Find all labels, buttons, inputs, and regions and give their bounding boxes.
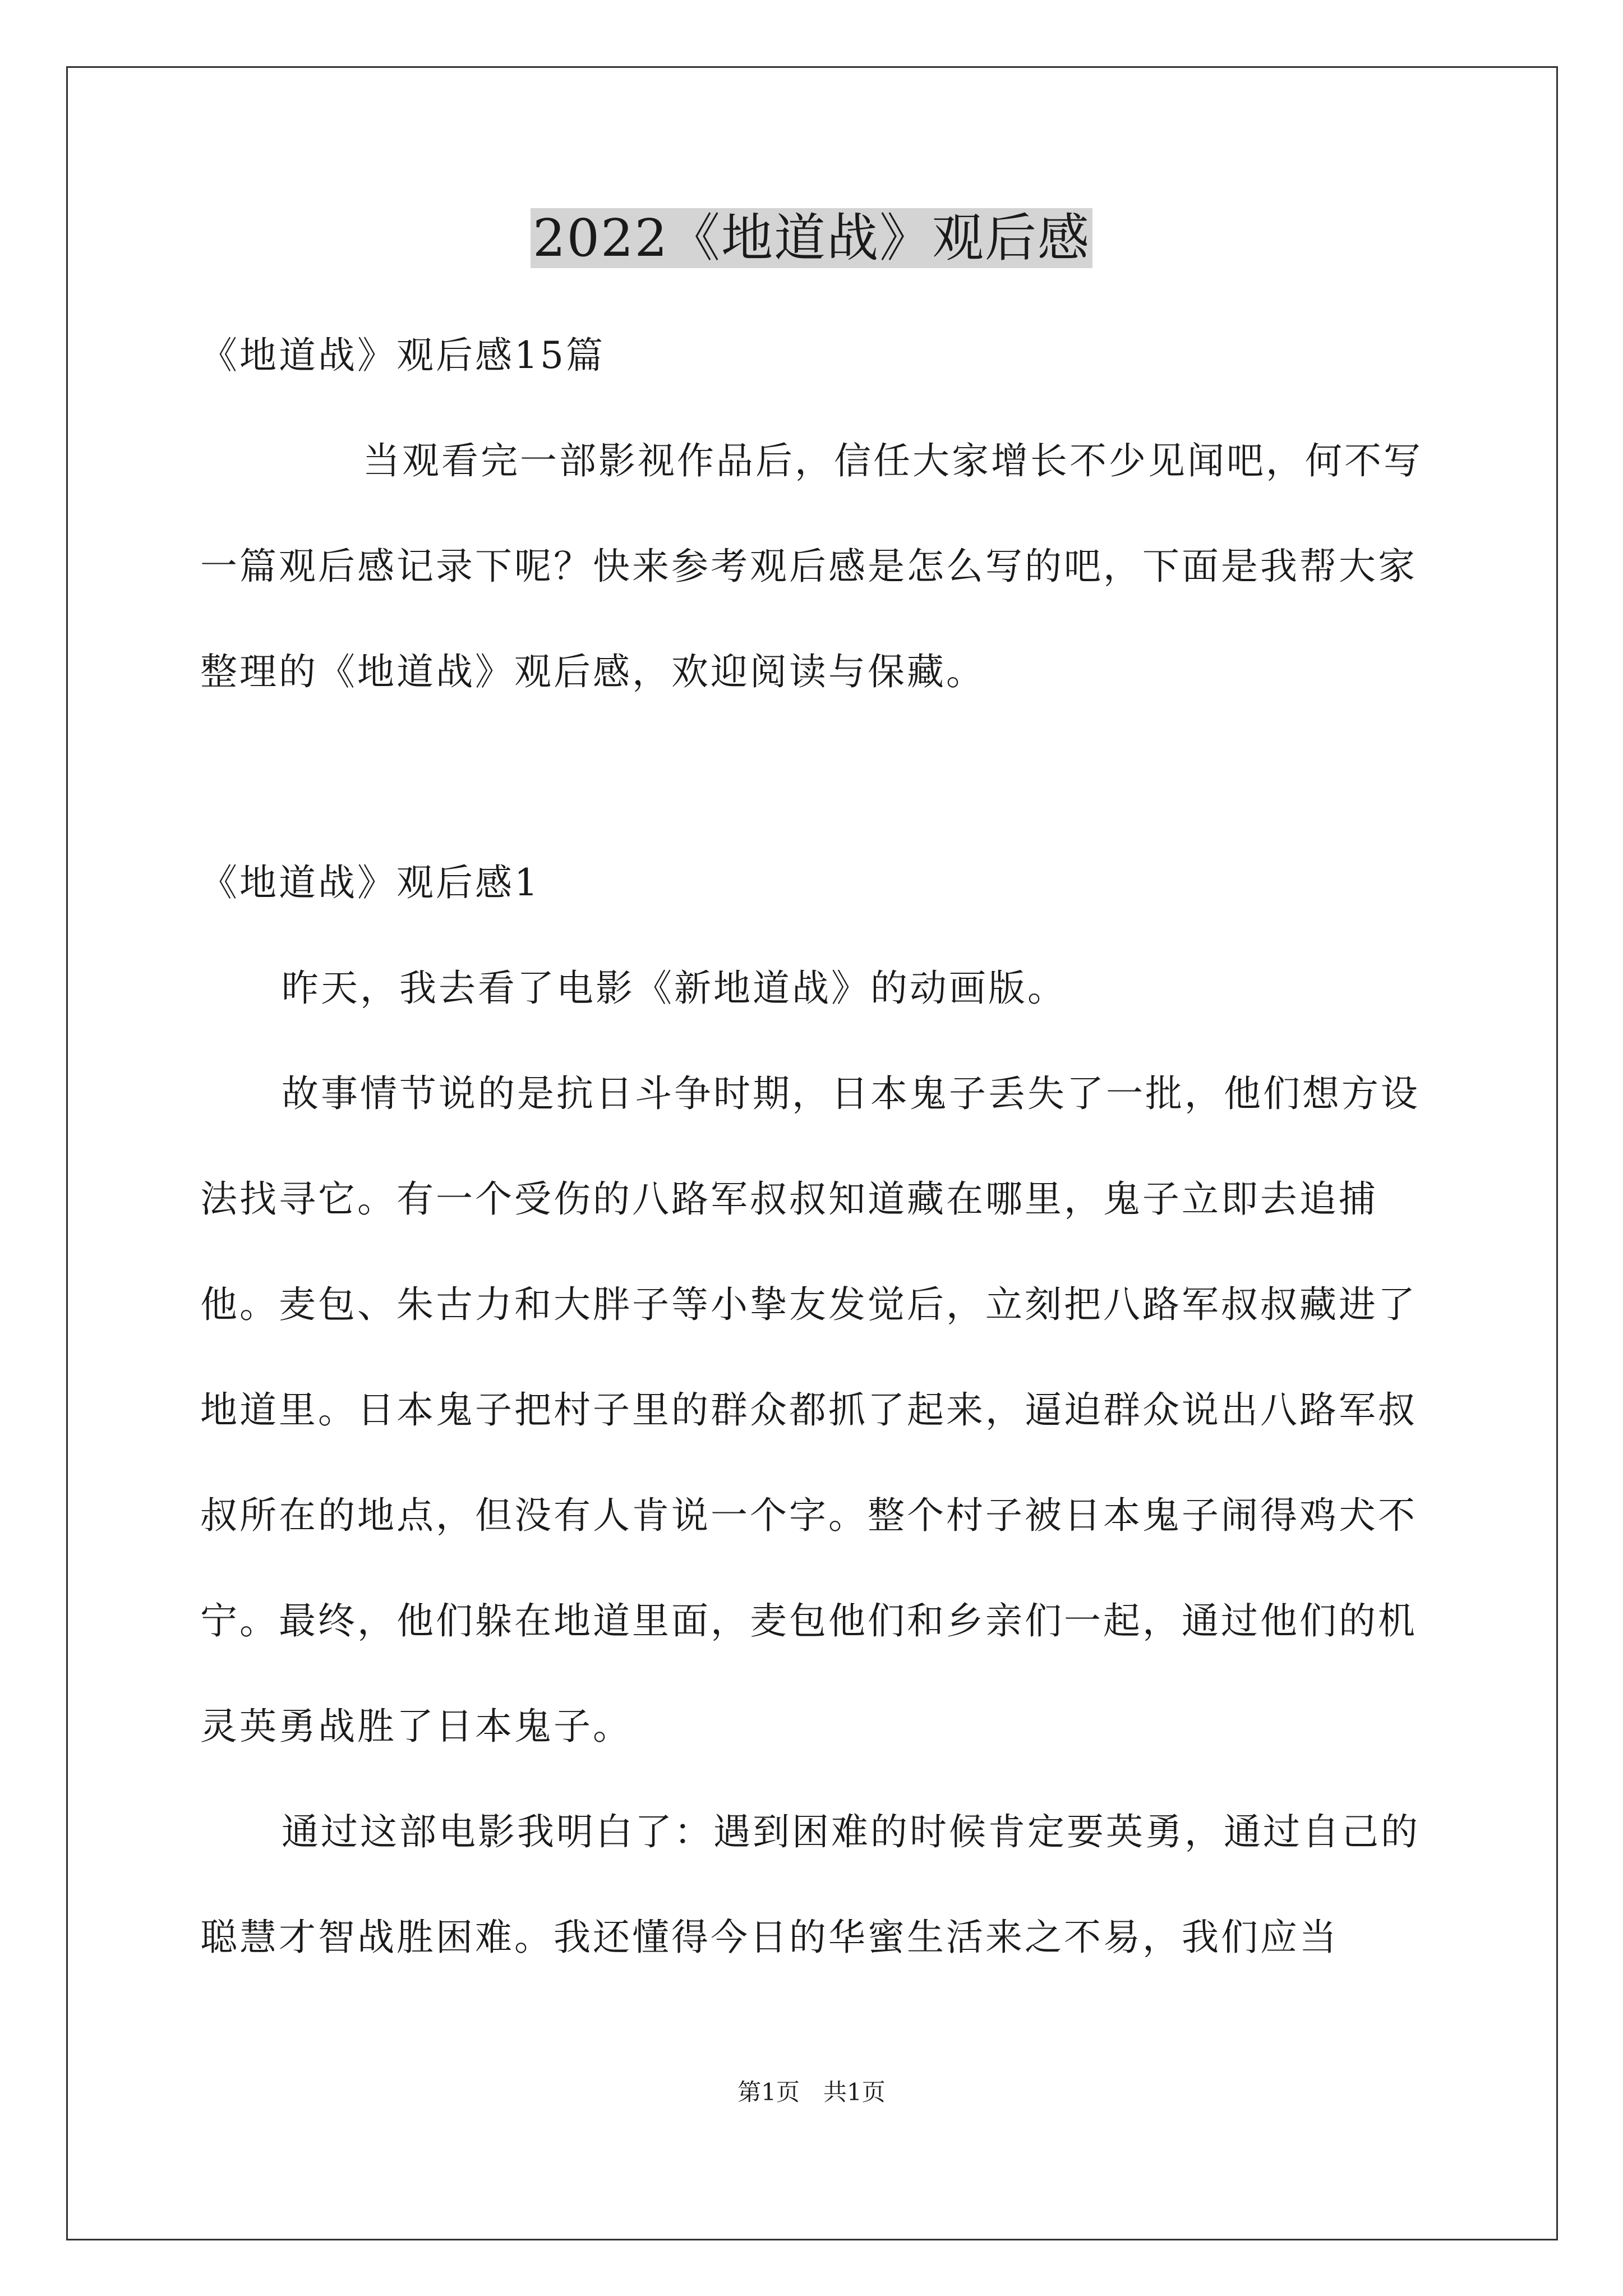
body-paragraph: 通过这部电影我明白了：遇到困难的时候肯定要英勇，通过自己的聪慧才智战胜困难。我还懂得今日的华蜜生活来之不易，我们应当 bbox=[200, 1810, 1420, 1959]
body-paragraph: 故事情节说的是抗日斗争时期，日本鬼子丢失了一批，他们想方设法找寻它。有一个受伤的八路军叔叔知道藏在哪里，鬼子立即去追捕他。麦包、朱古力和大胖子等小挚友发觉后，立刻把八路军叔叔藏进了地道里。日本鬼子把村子里的群众都抓了起来，逼迫群众说出八路军叔叔所在的地点，但没有人肯说一个字。整个村子被日本鬼子闹得鸡犬不宁。最终，他们躲在地道里面，麦包他们和乡亲们一起，通过他们的机灵英勇战胜了日本鬼子。 bbox=[200, 1072, 1420, 1748]
document-title-text: 2022《地道战》观后感 bbox=[531, 208, 1092, 268]
intro-paragraph: 当观看完一部影视作品后，信任大家增长不少见闻吧，何不写一篇观后感记录下呢？快来参考观后感是怎么写的吧，下面是我帮大家整理的《地道战》观后感，欢迎阅读与保藏。 bbox=[200, 439, 1423, 693]
document-subtitle: 《地道战》观后感15篇 bbox=[200, 334, 605, 377]
body-paragraph: 昨天，我去看了电影《新地道战》的动画版。 bbox=[282, 967, 1067, 1010]
paragraph-spacer bbox=[200, 725, 1434, 830]
document-body bbox=[200, 303, 1434, 1990]
document-title bbox=[0, 199, 1623, 278]
page-footer: 第1页 共1页 bbox=[737, 2078, 886, 2106]
section-heading: 《地道战》观后感1 bbox=[200, 861, 540, 904]
